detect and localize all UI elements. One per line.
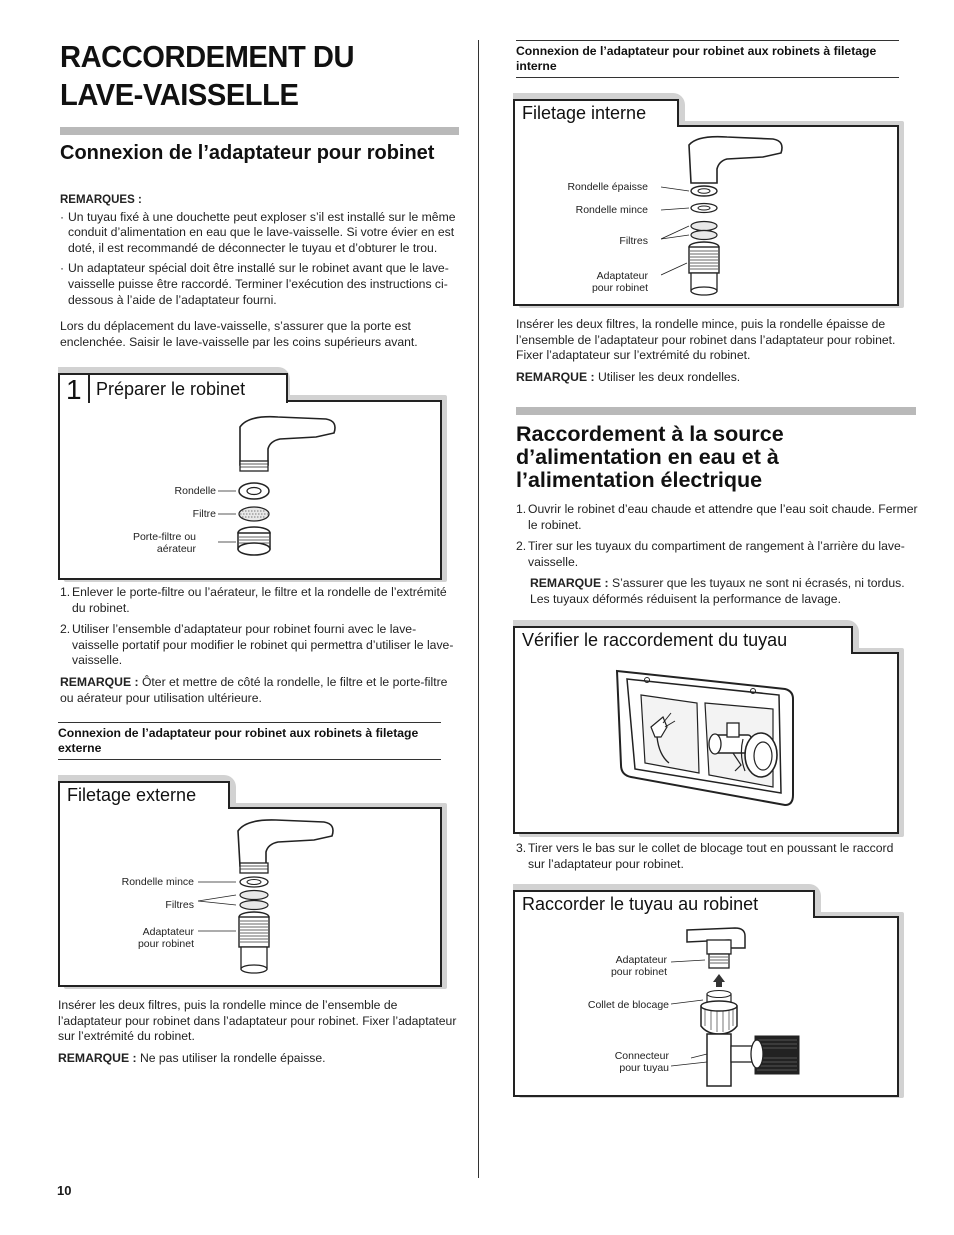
hose-connection-illustration — [671, 922, 901, 1092]
label-collet: Collet de blocage — [587, 999, 669, 1011]
label-adaptateur: Adaptateur pour robinet — [610, 954, 667, 978]
remark-1: · Un tuyau fixé à une douchette peut exploser s’il est installé sur le même conduit d’alimentation en eau que le lave-vaisselle. Si votre évier en est doté, il est recommandé de déconnecter le tuyau et d’obturer le trou. — [60, 210, 460, 257]
column-divider — [478, 40, 479, 1178]
remark-a: REMARQUE : Ôter et mettre de côté la rondelle, le filtre et le porte-filtre ou aérateur pour utilisation ultérieure. — [60, 674, 448, 705]
label-filtre: Filtre — [192, 508, 216, 520]
storage-compartment-illustration — [613, 665, 798, 815]
subhead-external-thread: Connexion de l’adaptateur pour robinet aux robinets à filetage externe — [58, 722, 441, 760]
step-1: 1. Ouvrir le robinet d’eau chaude et attendre que l’eau soit chaude. Fermer le robinet. — [516, 502, 918, 532]
subhead-internal-thread: Connexion de l’adaptateur pour robinet aux robinets à filetage interne — [516, 40, 899, 78]
step-2: 2. Utiliser l’ensemble d’adaptateur pour robinet fourni avec le lave-vaisselle portatif pour modifier le robinet qui permettra d’utiliser le lave-vaisselle. — [60, 622, 454, 668]
section-bar — [516, 407, 916, 415]
label-porte-filtre: Porte-filtre ou aérateur — [132, 531, 196, 555]
intro-text: Lors du déplacement du lave-vaisselle, s’assurer que la porte est enclenchée. Saisir le lave-vaisselle par les coins supérieurs avant. — [60, 319, 418, 349]
label-filtres: Filtres — [165, 899, 194, 911]
figure-tab-title: Vérifier le raccordement du tuyau — [513, 626, 853, 654]
figure-tab-title: Préparer le robinet — [96, 379, 246, 399]
figure-tab-title: Raccorder le tuyau au robinet — [513, 890, 815, 918]
external-text: Insérer les deux filtres, puis la rondelle mince de l’ensemble de l’adaptateur pour robinet dans l’adaptateur pour robinet. Fixer l’adaptateur sur l’extrémité du robinet. — [58, 998, 457, 1044]
external-instructions — [58, 998, 460, 1066]
internal-thread-illustration — [661, 129, 791, 299]
figure-tab-title: Filetage interne — [513, 99, 679, 127]
faucet-parts-illustration — [218, 407, 348, 567]
remarks-label: REMARQUES : — [60, 194, 142, 206]
label-adaptateur: Adaptateur pour robinet — [591, 270, 648, 294]
section-title-adapter: Connexion de l’adaptateur pour robinet — [60, 142, 435, 164]
figure-connect-hose — [513, 884, 905, 1099]
remark-c: REMARQUE : Utiliser les deux rondelles. — [516, 369, 741, 384]
figure-tab-title: Filetage externe — [58, 781, 230, 809]
label-rondelle: Rondelle — [174, 485, 216, 497]
label-filtres: Filtres — [619, 235, 648, 247]
internal-text: Insérer les deux filtres, la rondelle mince, puis la rondelle épaisse de l’ensemble de l’adaptateur pour robinet dans l’adaptateur pour robinet. Fixer l’adaptateur sur l’extrémité du robinet. — [516, 317, 896, 363]
remarks-block — [60, 193, 460, 350]
step-1: 1. Enlever le porte-filtre ou l’aérateur, le filtre et la rondelle de l’extrémité du robinet. — [60, 585, 447, 615]
remark-d: REMARQUE : S’assurer que les tuyaux ne sont ni écrasés, ni tordus. Les tuyaux déformés réduisent la performance de lavage. — [530, 576, 905, 606]
remark-2: · Un adaptateur spécial doit être installé sur le robinet avant que le lave-vaisselle puisse être raccordé. Terminer l’exécution des instructions ci-dessous à l’aide de l’adaptateur fourni. — [60, 261, 460, 308]
external-thread-illustration — [198, 811, 338, 976]
step-2: 2. Tirer sur les tuyaux du compartiment de rangement à l’arrière du lave-vaisselle. — [516, 539, 905, 569]
figure-prepare-faucet — [58, 367, 448, 583]
label-rondelle-mince: Rondelle mince — [121, 876, 194, 888]
figure-internal-thread — [513, 93, 905, 309]
page-title: RACCORDEMENT DU LAVE-VAISSELLE — [60, 39, 355, 112]
label-adaptateur: Adaptateur pour robinet — [137, 926, 194, 950]
label-rondelle-epaisse: Rondelle épaisse — [567, 181, 648, 193]
figure-check-hose — [513, 620, 905, 838]
label-connecteur: Connecteur pour tuyau — [614, 1050, 669, 1074]
remark-b: REMARQUE : Ne pas utiliser la rondelle épaisse. — [58, 1050, 326, 1065]
section-title-connection: Raccordement à la source d’alimentation en eau et à l’alimentation électrique — [516, 422, 784, 492]
page-number: 10 — [57, 1183, 72, 1198]
steps-prepare — [60, 585, 460, 706]
steps-connection — [516, 502, 918, 608]
label-rondelle-mince: Rondelle mince — [575, 204, 648, 216]
figure-external-thread — [58, 775, 448, 990]
step-number: 1 — [66, 374, 82, 405]
step-3: 3. Tirer vers le bas sur le collet de blocage tout en poussant le raccord sur l’adaptateur pour robinet. — [516, 841, 894, 871]
section-bar — [60, 127, 459, 135]
internal-instructions — [516, 317, 912, 385]
